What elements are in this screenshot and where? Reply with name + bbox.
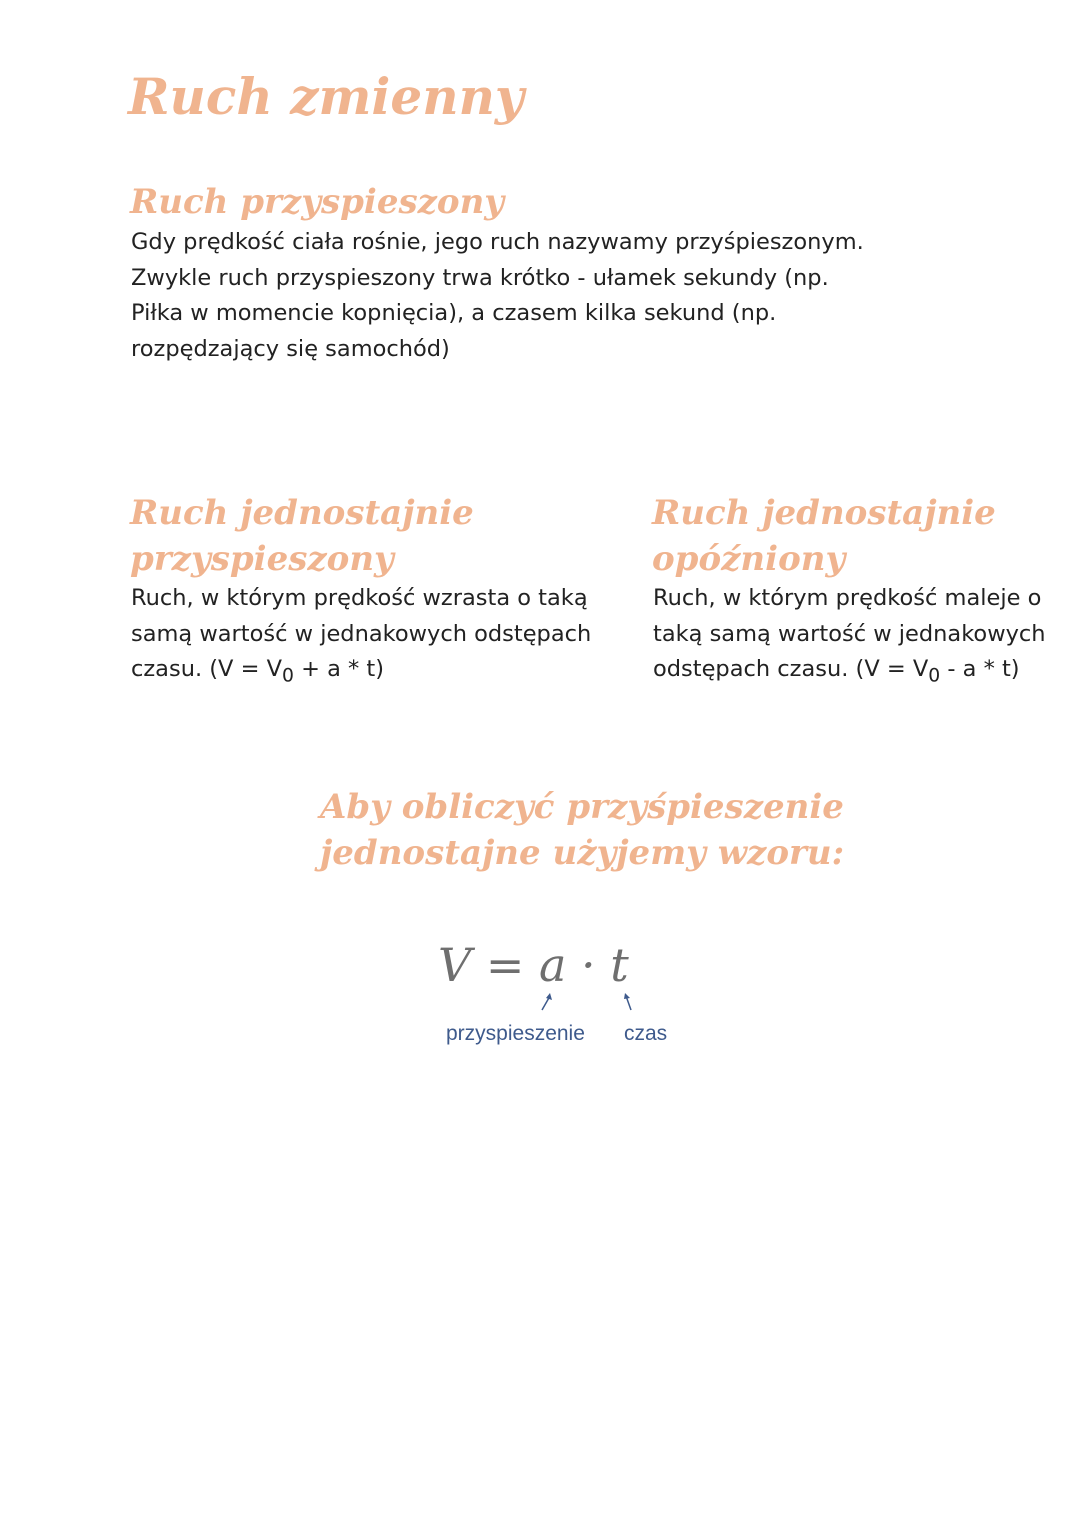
heading-line: przyspieszony: [130, 539, 394, 579]
heading-line: Ruch jednostajnie: [652, 493, 996, 533]
body-line: Piłka w momencie kopnięcia), a czasem kilka sekund (np.: [131, 300, 777, 326]
formula-text: czasu. (V = V: [131, 656, 282, 682]
heading-line: Ruch jednostajnie: [130, 493, 474, 533]
body-line: rozpędzający się samochód): [131, 335, 450, 362]
formula-text: + a * t): [293, 656, 385, 682]
body-line: Gdy prędkość ciała rośnie, jego ruch nazywamy przyśpieszonym.: [131, 229, 864, 255]
subscript: 0: [928, 665, 941, 687]
formula-text: odstępach czasu. (V = V: [653, 656, 929, 682]
arrow-to-a-icon: [542, 993, 552, 1010]
arrow-to-t-icon: [624, 993, 631, 1010]
body-line: Ruch, w którym prędkość maleje o: [653, 585, 1042, 611]
section-heading-accelerated: Ruch przyspieszony: [130, 182, 505, 222]
section-heading-uniform-accelerated: [130, 490, 550, 582]
formula: V = a · t: [438, 938, 629, 992]
section-body-uniform-decelerated: [653, 581, 1078, 694]
section-heading-uniform-decelerated: [652, 490, 1052, 582]
pointer-arrows: [530, 990, 640, 1016]
heading-line: jednostajne użyjemy wzoru:: [320, 833, 845, 873]
subscript: 0: [281, 665, 294, 687]
page-title: Ruch zmienny: [128, 67, 524, 126]
formula-text: - a * t): [940, 656, 1020, 682]
body-line: [653, 652, 1078, 694]
body-line: Zwykle ruch przyspieszony trwa krótko - ułamek sekundy (np.: [131, 264, 829, 291]
body-line: Ruch, w którym prędkość wzrasta o taką: [131, 585, 588, 611]
section-body-uniform-accelerated: [131, 581, 631, 694]
heading-line: Aby obliczyć przyśpieszenie: [320, 787, 844, 827]
body-line: taką samą wartość w jednakowych: [653, 620, 1046, 647]
formula-heading: [320, 784, 845, 876]
formula-label-time: czas: [624, 1022, 668, 1045]
section-body-accelerated: [131, 225, 981, 367]
heading-line: opóźniony: [652, 539, 846, 579]
body-line: samą wartość w jednakowych odstępach: [131, 620, 592, 647]
body-line: [131, 652, 631, 694]
formula-label-acceleration: przyspieszenie: [446, 1022, 585, 1045]
